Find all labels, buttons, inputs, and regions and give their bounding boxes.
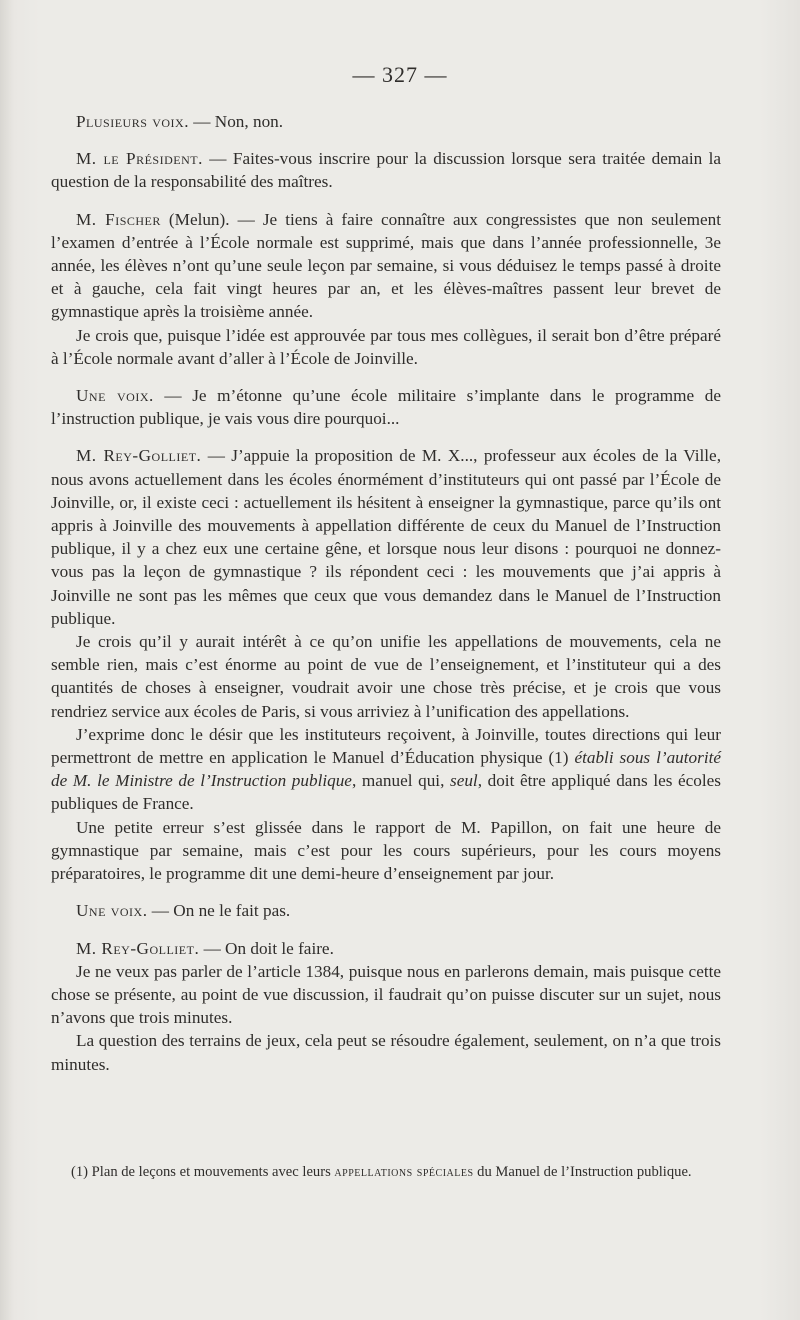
paragraph [51, 899, 721, 922]
speaker-name: M. Rey-Golliet. [76, 446, 202, 466]
paragraph [51, 723, 721, 816]
paragraph [51, 816, 721, 886]
paragraph [51, 147, 721, 193]
paragraph [51, 630, 721, 723]
italic-word: seul [450, 771, 478, 791]
paragraph-text: — Faites-vous inscrire pour la discussion lorsque sera traitée demain la question de la responsabilité des maîtres. [51, 149, 722, 192]
footnote-text: (1) Plan de leçons et mouvements avec leurs [71, 1164, 335, 1180]
speaker-name: M. le Président. [76, 149, 203, 169]
paragraph [51, 324, 721, 370]
paragraph-text: Je crois que, puisque l’idée est approuvée par tous mes collègues, il serait bon d’être préparé à l’École normale avant d’aller à l’École de Joinville. [51, 325, 721, 368]
paragraph-text: — Je m’étonne qu’une école militaire s’implante dans le programme de l’instruction publique, je vais vous dire pourquoi... [51, 386, 721, 429]
paragraph-text: — J’appuie la proposition de M. X..., professeur aux écoles de la Ville, nous avons actuellement dans les écoles énormément d’instituteurs qui ont passé par l’École de Joinville, or, il existe ceci : actuellement ils hésitent à enseigner la gymnastique, parce qu’ils ont appris à Joinville des mouvements à appellation différente de ceux du Manuel de l’Instruction publique, il y a chez eux une certaine gêne, et lorsque nous leur disons : pourquoi ne donnez-vous pas la leçon de gymnastique ? ils répondent ceci : les mouvements que j’ai appris à Joinville ne sont pas les mêmes que ceux que vous demandez dans le Manuel de l’Instruction publique. [51, 446, 721, 628]
speaker-name: Une voix. [76, 386, 154, 406]
paragraph [51, 937, 721, 960]
paragraph [51, 384, 721, 430]
paragraph-text: , doit être appliqué dans les écoles publiques de France. [51, 771, 721, 814]
paragraph-text: — On doit le faire. [199, 938, 334, 958]
page-number: — 327 — [352, 62, 448, 87]
paragraph-text: — Non, non. [189, 112, 284, 131]
paragraph [51, 208, 721, 324]
paragraph [51, 110, 721, 133]
paragraph-text: La question des terrains de jeux, cela peut se résoudre également, seulement, on n’a que trois minutes. [51, 1031, 721, 1074]
speaker-name: Une voix. [76, 901, 148, 921]
speaker-name: M. Fischer [76, 209, 161, 229]
footnote [46, 1162, 716, 1182]
paragraph [51, 960, 721, 1030]
italic-phrase: établi sous l’autorité de M. le Ministre de l’Instruction publique [51, 748, 721, 791]
paragraph [51, 444, 721, 630]
speaker-name: M. Rey-Golliet. [76, 938, 200, 958]
footnote-smallcaps: appellations spéciales [334, 1164, 474, 1180]
footnote-text: du Manuel de l’Instruction publique. [473, 1164, 692, 1180]
paragraph-text: J’exprime donc le désir que les instituteurs reçoivent, à Joinville, toutes directions qui leur permettront de mettre en application le Manuel d’Éducation physique (1) [51, 724, 721, 768]
speaker-name: Plusieurs voix. [76, 112, 189, 131]
paragraph-text: — On ne le fait pas. [147, 901, 291, 921]
paragraph [51, 1029, 721, 1075]
paragraph-text: (Melun). — Je tiens à faire connaître aux congressistes que non seulement l’examen d’entrée à l’École normale est supprimé, mais que dans l’année professionnelle, 3e année, les élèves n’ont qu’une seule leçon par semaine, si vous déduisez le temps passé à droite et à gauche, cela fait vingt heures par an, et les élèves-maîtres passent leur brevet de gymnastique après la troisième année. [51, 209, 721, 322]
paragraph-text: , manuel qui, [351, 771, 450, 791]
paragraph-text: Une petite erreur s’est glissée dans le rapport de M. Papillon, on fait une heure de gymnastique par semaine, mais c’est pour les cours supérieurs, pour les cours moyens préparatoires, le programme dit une demi-heure d’enseignement par jour. [51, 817, 721, 884]
paragraph-text: Je crois qu’il y aurait intérêt à ce qu’on unifie les appellations de mouvements, cela ne semble rien, mais c’est énorme au point de vue de l’enseignement, et l’instituteur qui a des quantités de choses à enseigner, voudrait avoir une chose très précise, et je crois que vous rendriez service aux écoles de Paris, si vous arriviez à l’unification des appellations. [51, 632, 721, 721]
body-text [51, 110, 721, 1076]
paragraph-text: Je ne veux pas parler de l’article 1384, puisque nous en parlerons demain, mais puisque cette chose se présente, au point de vue discussion, il faudrait qu’on puisse discuter sur un sujet, nous n’avons que trois minutes. [51, 961, 721, 1028]
